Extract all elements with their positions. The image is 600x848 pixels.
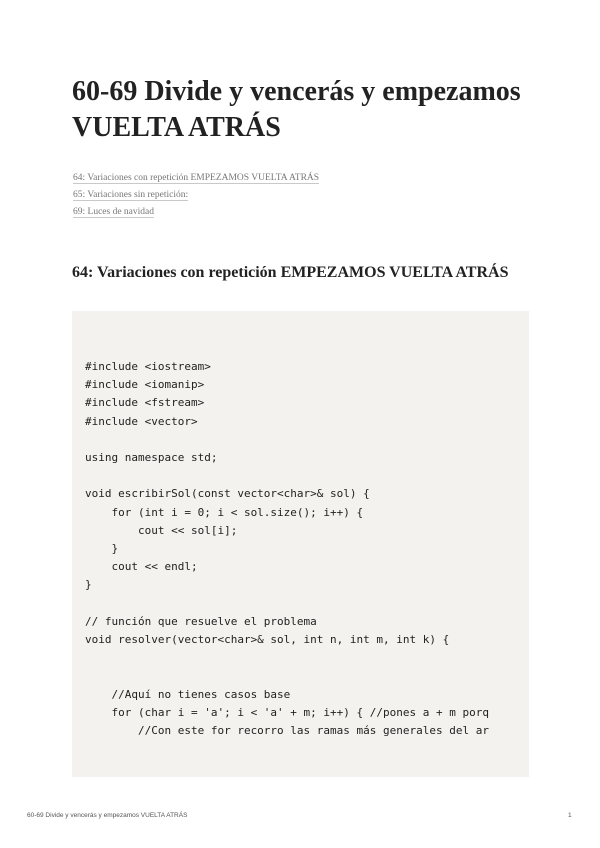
toc-item [73, 204, 319, 221]
toc-item [73, 187, 319, 204]
toc-link-luces-de-navidad[interactable]: 69: Luces de navidad [73, 207, 154, 217]
page-title: 60-69 Divide y vencerás y empezamos VUELTA ATRÁS [72, 76, 521, 143]
toc-link-variaciones-con-repeticion[interactable]: 64: Variaciones con repetición EMPEZAMOS VUELTA ATRÁS [73, 173, 320, 183]
footer-title: 60-69 Divide y vencerás y empezamos VUELTA ATRÁS [27, 812, 188, 819]
toc-item [73, 170, 319, 187]
toc-link-variaciones-sin-repeticion[interactable]: 65: Variaciones sin repetición: [73, 190, 189, 200]
table-of-contents [73, 170, 319, 221]
section-heading: 64: Variaciones con repetición EMPEZAMOS VUELTA ATRÁS [72, 264, 509, 281]
footer-page-number: 1 [568, 812, 572, 819]
code-block [72, 311, 529, 777]
code-content: #include <iostream> #include <iomanip> #include <fstream> #include <vector> using namespace std; void escribirSol(const vector<char>& sol) { for (int i = 0; i < sol.size(); i++) { cout << sol[i]; } cout << endl; } // función que resuelve el problema void resolver(vector<char>& sol, int n, int m, int k) { //Aquí no tienes casos base for (char i = 'a'; i < 'a' + m; i++) { //pones a + m porq //Con este for recorro las ramas más generales del ar [85, 360, 489, 738]
